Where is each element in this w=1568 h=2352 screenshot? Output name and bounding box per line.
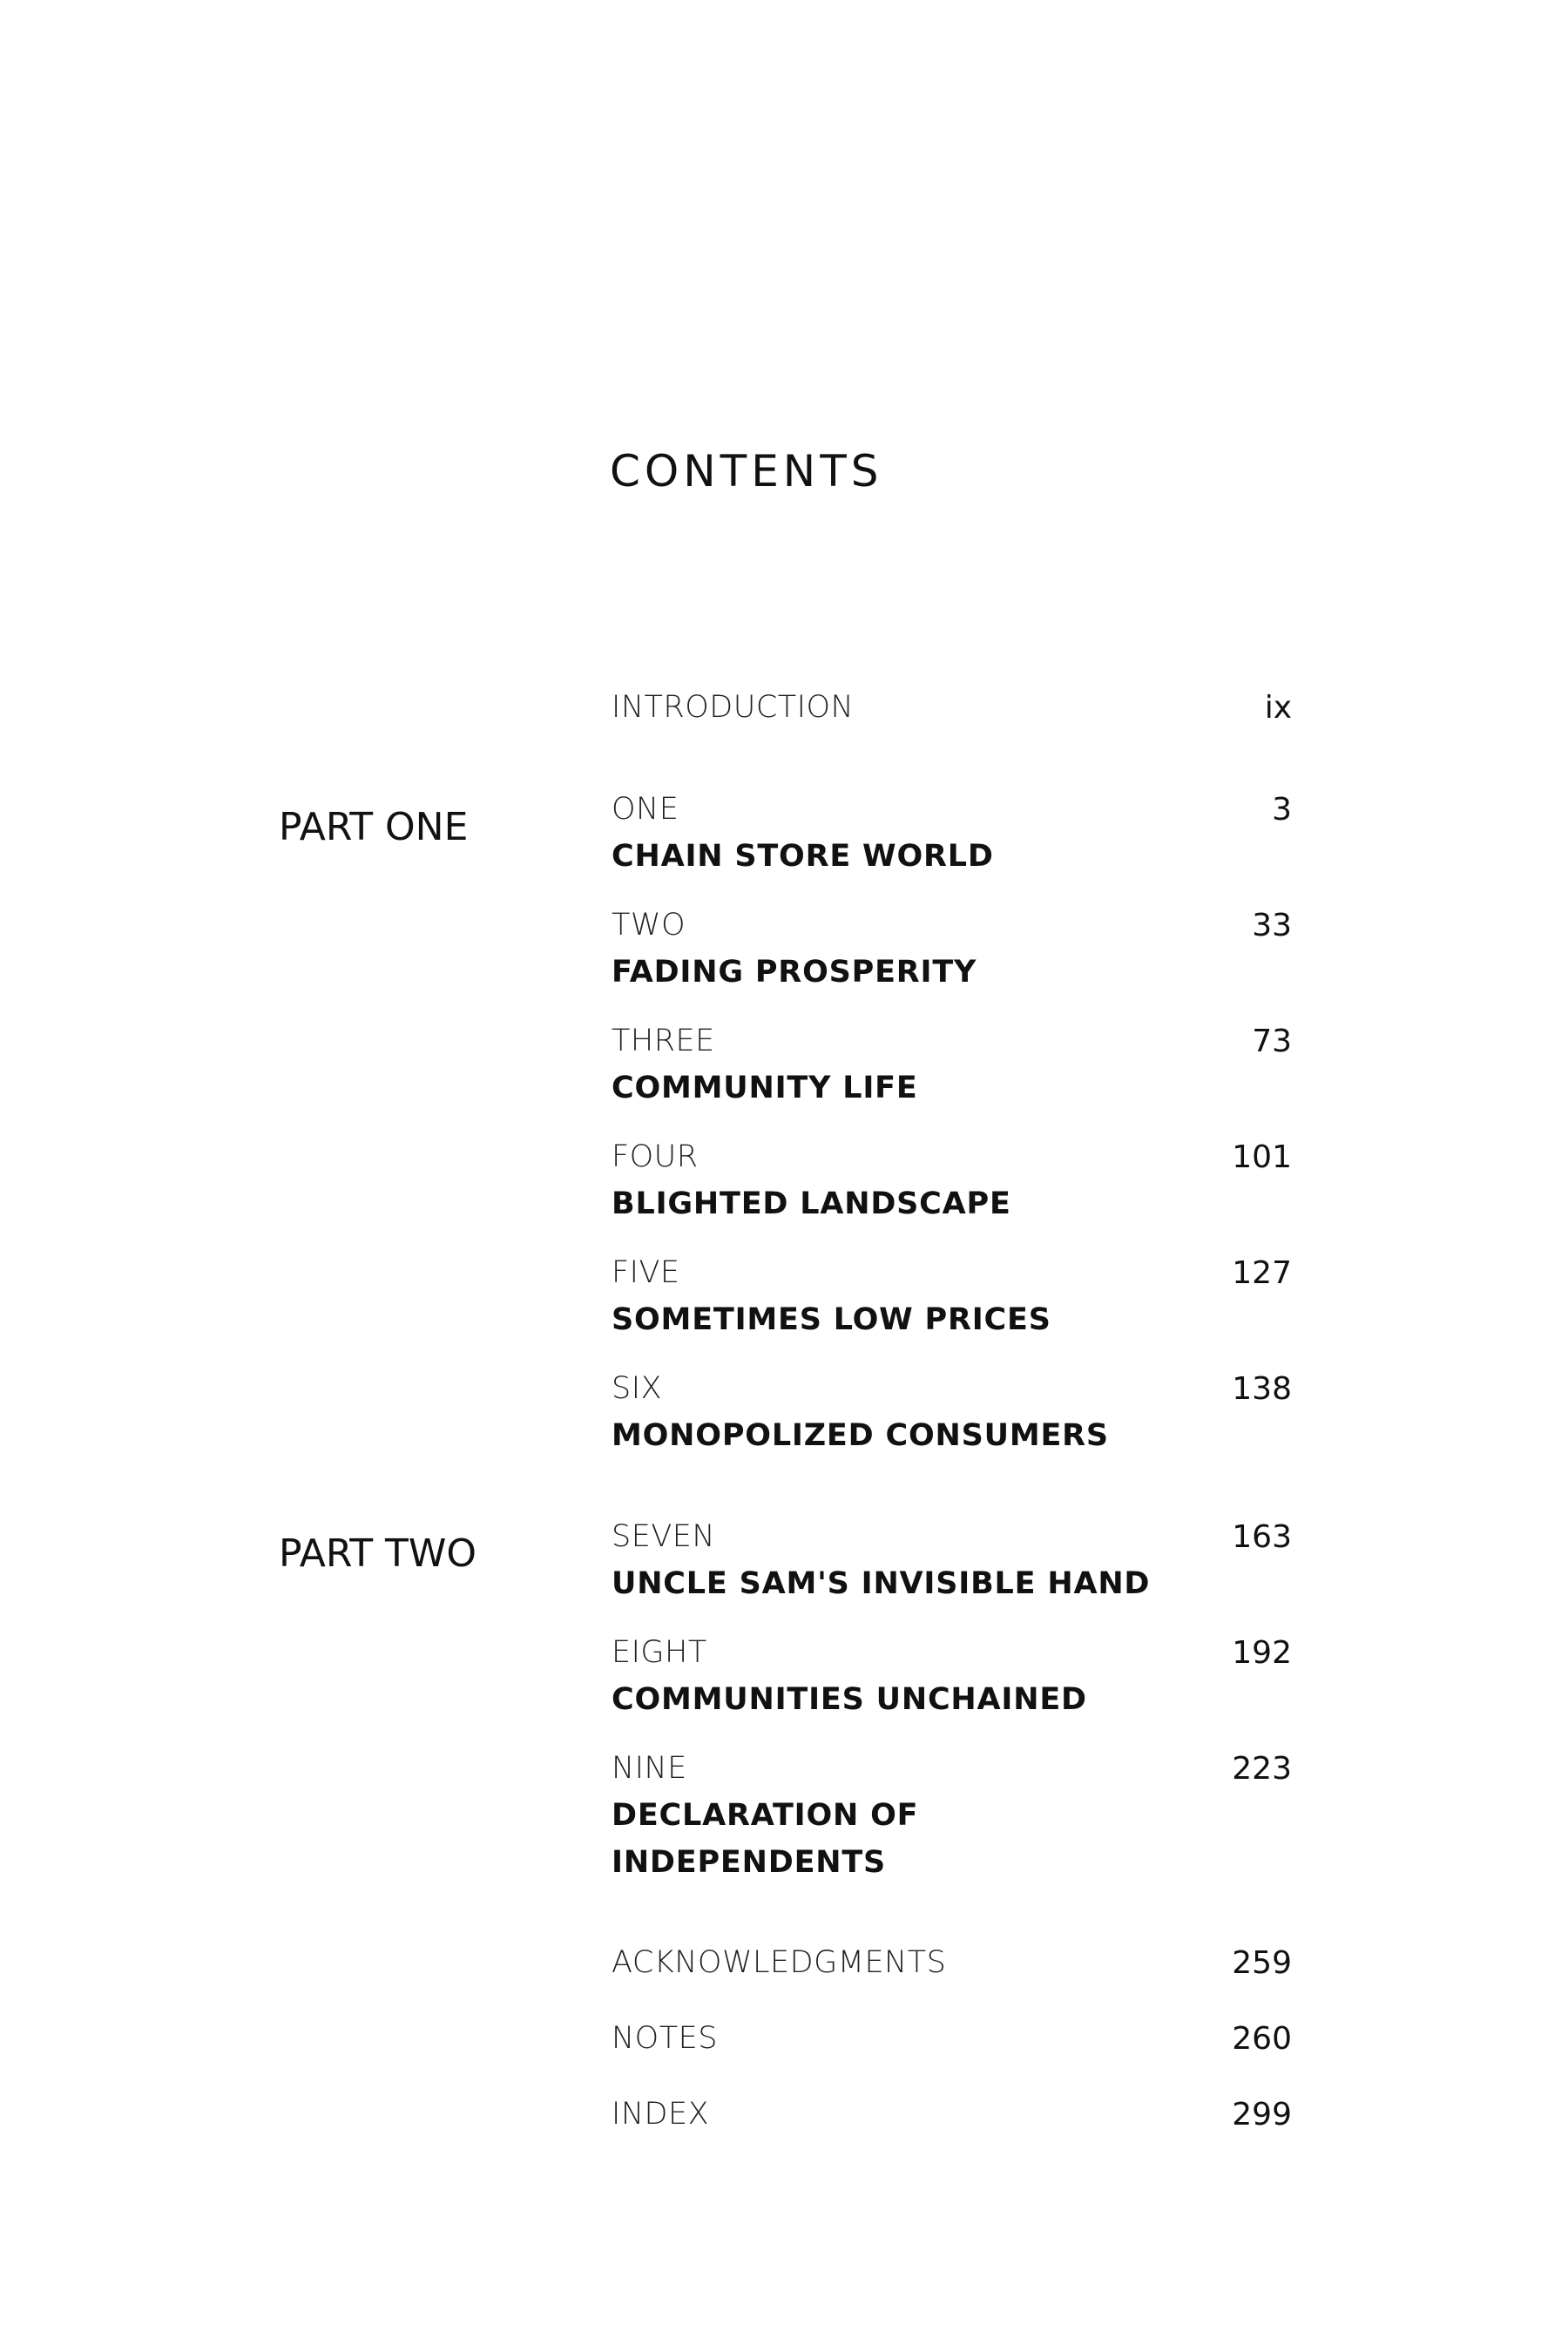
chapter-nine-title[interactable]: DECLARATION OF INDEPENDENTS [612,1798,919,1880]
chapter-two-page: 33 [1252,908,1292,943]
toc-index-label[interactable]: INDEX [612,2097,710,2132]
page-title: CONTENTS [610,445,883,497]
chapter-eight-page: 192 [1232,1635,1292,1671]
part-two-label: PART TWO [279,1531,477,1576]
chapter-seven-number[interactable]: SEVEN [612,1519,716,1554]
toc-acknowledgments-label[interactable]: ACKNOWLEDGMENTS [612,1945,947,1980]
chapter-four-number[interactable]: FOUR [612,1139,699,1174]
chapter-five-number[interactable]: FIVE [612,1255,680,1290]
chapter-three-page: 73 [1252,1024,1292,1059]
chapter-two-title[interactable]: FADING PROSPERITY [612,955,977,990]
chapter-one-page: 3 [1272,792,1292,828]
chapter-one-number[interactable]: ONE [612,792,679,827]
chapter-five-title[interactable]: SOMETIMES LOW PRICES [612,1302,1051,1337]
chapter-eight-title[interactable]: COMMUNITIES UNCHAINED [612,1682,1087,1717]
chapter-six-number[interactable]: SIX [612,1371,663,1406]
toc-notes-label[interactable]: NOTES [612,2021,718,2056]
chapter-two-number[interactable]: TWO [612,908,686,943]
chapter-eight-number[interactable]: EIGHT [612,1635,707,1670]
chapter-six-title[interactable]: MONOPOLIZED CONSUMERS [612,1418,1109,1453]
chapter-three-number[interactable]: THREE [612,1024,715,1058]
chapter-seven-page: 163 [1232,1519,1292,1555]
chapter-nine-number[interactable]: NINE [612,1751,687,1786]
toc-notes-page: 260 [1232,2021,1292,2057]
chapter-one-title[interactable]: CHAIN STORE WORLD [612,839,994,874]
chapter-four-page: 101 [1232,1139,1292,1175]
chapter-six-page: 138 [1232,1371,1292,1407]
chapter-seven-title[interactable]: UNCLE SAM'S INVISIBLE HAND [612,1566,1151,1601]
chapter-five-page: 127 [1232,1255,1292,1291]
toc-acknowledgments-page: 259 [1232,1945,1292,1981]
chapter-four-title[interactable]: BLIGHTED LANDSCAPE [612,1186,1011,1221]
toc-introduction-page: ix [1264,690,1292,726]
toc-introduction-label[interactable]: INTRODUCTION [612,690,855,725]
toc-index-page: 299 [1232,2097,1292,2132]
chapter-three-title[interactable]: COMMUNITY LIFE [612,1071,918,1105]
chapter-nine-page: 223 [1232,1751,1292,1787]
part-one-label: PART ONE [279,805,469,849]
